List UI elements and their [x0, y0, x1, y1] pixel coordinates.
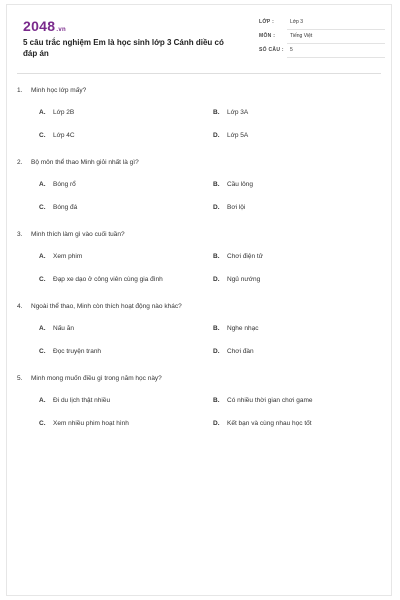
option-a[interactable] — [39, 251, 82, 263]
question-text: Ngoài thể thao, Minh còn thích hoạt động nào khác? — [31, 303, 182, 310]
question-row — [17, 301, 182, 313]
option-b[interactable] — [213, 323, 258, 335]
question-row — [17, 229, 125, 241]
option-letter: C. — [39, 420, 46, 427]
worksheet-header — [23, 17, 385, 69]
option-letter: D. — [213, 204, 220, 211]
question-text: Minh thích làm gì vào cuối tuần? — [31, 231, 125, 238]
option-text: Kết bạn và cùng nhau học tốt — [227, 420, 312, 427]
option-letter: A. — [39, 253, 46, 260]
worksheet-page — [6, 4, 392, 596]
site-logo[interactable] — [23, 17, 66, 39]
meta-label: LỚP : — [259, 19, 275, 25]
option-text: Bóng đá — [53, 204, 78, 211]
header-divider — [17, 73, 381, 74]
option-text: Xem nhiều phim hoạt hình — [53, 420, 129, 427]
option-text: Ngủ nướng — [227, 276, 261, 283]
question-item — [17, 155, 381, 227]
option-letter: C. — [39, 204, 46, 211]
logo-suffix: .vn — [56, 27, 66, 33]
question-item — [17, 227, 381, 299]
option-b[interactable] — [213, 395, 313, 407]
option-letter: A. — [39, 109, 46, 116]
option-letter: D. — [213, 348, 220, 355]
option-text: Nghe nhạc — [227, 325, 259, 332]
question-list — [17, 83, 381, 443]
question-number: 2. — [17, 159, 23, 166]
logo-main: 2048 — [23, 18, 56, 34]
option-a[interactable] — [39, 179, 76, 191]
option-letter: A. — [39, 181, 46, 188]
option-text: Chơi đàn — [227, 348, 254, 355]
option-letter: D. — [213, 276, 220, 283]
option-letter: B. — [213, 181, 220, 188]
option-d[interactable] — [213, 274, 260, 286]
option-text: Bóng rổ — [53, 181, 76, 188]
option-c[interactable] — [39, 202, 77, 214]
option-letter: B. — [213, 397, 220, 404]
option-d[interactable] — [213, 346, 254, 358]
option-text: Lớp 4C — [53, 132, 75, 139]
option-text: Đạp xe dạo ở công viên cùng gia đình — [53, 276, 163, 283]
option-c[interactable] — [39, 346, 101, 358]
question-number: 4. — [17, 303, 23, 310]
option-a[interactable] — [39, 107, 74, 119]
meta-row-subject — [259, 31, 385, 45]
option-b[interactable] — [213, 251, 263, 263]
question-text: Minh mong muốn điều gì trong năm học này? — [31, 375, 162, 382]
option-text: Cầu lông — [227, 181, 254, 188]
option-letter: C. — [39, 132, 46, 139]
option-a[interactable] — [39, 323, 74, 335]
question-row — [17, 373, 162, 385]
option-text: Đọc truyện tranh — [53, 348, 102, 355]
meta-label: SỐ CÂU : — [259, 47, 284, 53]
question-text: Minh học lớp mấy? — [31, 87, 87, 94]
question-number: 1. — [17, 87, 23, 94]
option-letter: C. — [39, 276, 46, 283]
option-letter: A. — [39, 325, 46, 332]
question-text: Bộ môn thể thao Minh giỏi nhất là gì? — [31, 159, 139, 166]
option-letter: A. — [39, 397, 46, 404]
option-text: Lớp 2B — [53, 109, 75, 116]
option-c[interactable] — [39, 274, 163, 286]
option-d[interactable] — [213, 202, 245, 214]
option-c[interactable] — [39, 130, 75, 142]
option-text: Chơi điện tử — [227, 253, 264, 260]
option-d[interactable] — [213, 418, 312, 430]
question-item — [17, 83, 381, 155]
page-title: 5 câu trắc nghiệm Em là học sinh lớp 3 Cánh diều có đáp án — [23, 38, 224, 58]
question-row — [17, 157, 139, 169]
question-item — [17, 371, 381, 443]
option-b[interactable] — [213, 179, 253, 191]
option-a[interactable] — [39, 395, 110, 407]
option-c[interactable] — [39, 418, 129, 430]
option-text: Có nhiều thời gian chơi game — [227, 397, 313, 404]
meta-value: Lớp 3 — [287, 17, 385, 30]
option-letter: B. — [213, 109, 220, 116]
option-letter: D. — [213, 132, 220, 139]
option-letter: B. — [213, 325, 220, 332]
question-number: 5. — [17, 375, 23, 382]
meta-row-count — [259, 45, 385, 59]
option-letter: B. — [213, 253, 220, 260]
meta-label: MÔN : — [259, 33, 276, 39]
option-d[interactable] — [213, 130, 248, 142]
option-text: Nấu ăn — [53, 325, 74, 332]
option-text: Đi du lịch thật nhiều — [53, 397, 111, 404]
option-text: Xem phim — [53, 253, 83, 260]
option-text: Lớp 5A — [227, 132, 249, 139]
meta-row-class — [259, 17, 385, 31]
option-text: Bơi lội — [227, 204, 246, 211]
question-item — [17, 299, 381, 371]
question-row — [17, 85, 86, 97]
option-text: Lớp 3A — [227, 109, 249, 116]
option-b[interactable] — [213, 107, 248, 119]
option-letter: D. — [213, 420, 220, 427]
question-number: 3. — [17, 231, 23, 238]
meta-info — [259, 17, 385, 59]
meta-value: Tiếng Việt — [287, 31, 385, 44]
meta-value: 5 — [287, 45, 385, 58]
option-letter: C. — [39, 348, 46, 355]
